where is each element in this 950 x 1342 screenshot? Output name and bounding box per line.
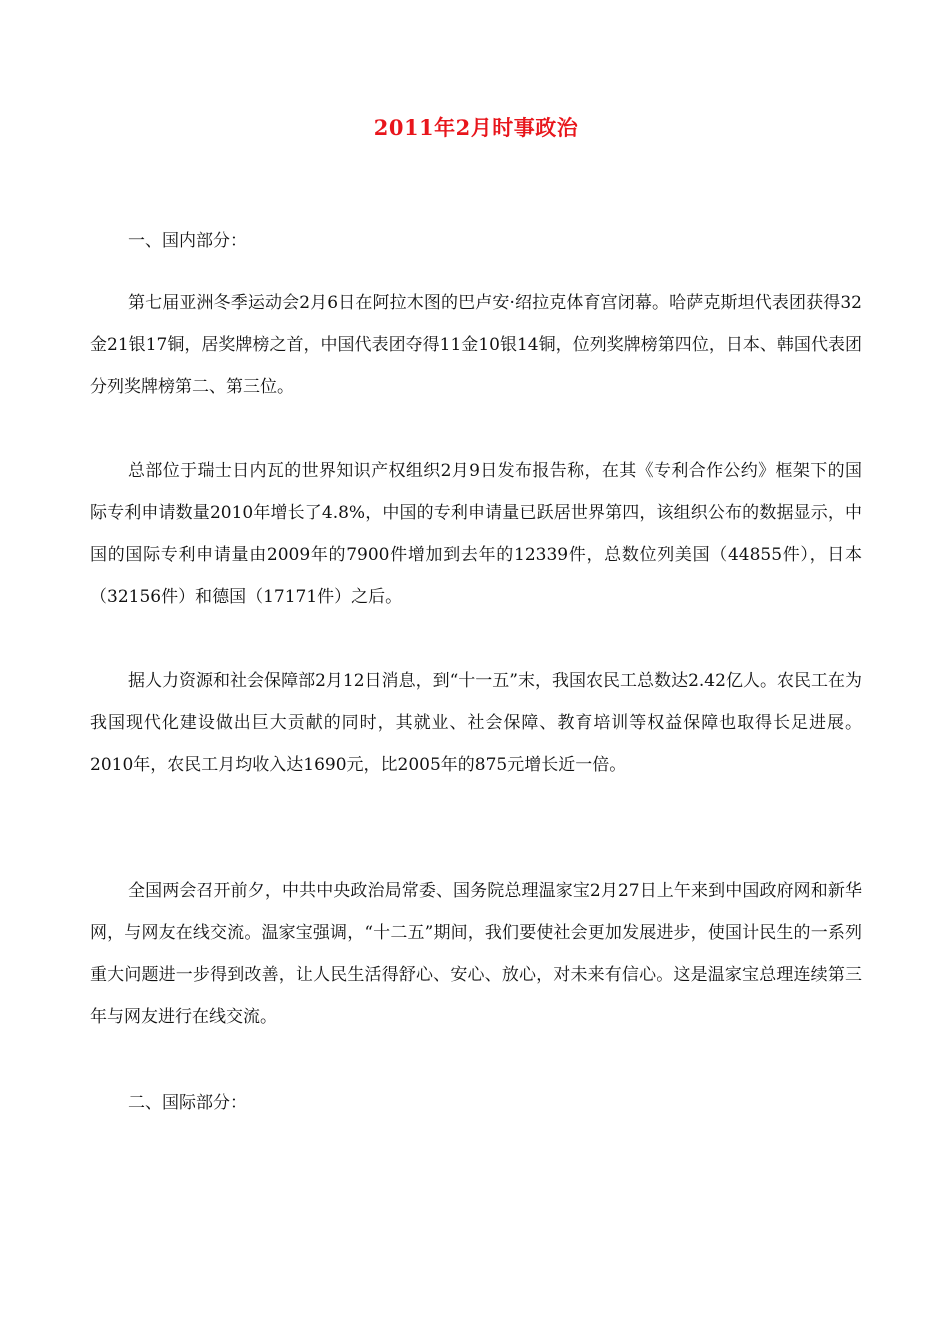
paragraph-migrant-workers: 据人力资源和社会保障部2月12日消息，到“十一五”末，我国农民工总数达2.42亿人。农民工在为我国现代化建设做出巨大贡献的同时，其就业、社会保障、教育培训等权益保障也取得长足进展。2010年，农民工月均收入达1690元，比2005年的875元增长近一倍。 [90, 671, 862, 775]
paragraph-asian-winter-games: 第七届亚洲冬季运动会2月6日在阿拉木图的巴卢安·绍拉克体育宫闭幕。哈萨克斯坦代表团获得32金21银17铜，居奖牌榜之首，中国代表团夺得11金10银14铜，位列奖牌榜第四位，日本、韩国代表团分列奖牌榜第二、第三位。 [90, 293, 862, 397]
section-heading-domestic: 一、国内部分： [128, 231, 247, 251]
paragraph-online-exchange: 全国两会召开前夕，中共中央政治局常委、国务院总理温家宝2月27日上午来到中国政府网和新华网，与网友在线交流。温家宝强调，“十二五”期间，我们要使社会更加发展进步，使国计民生的一系列重大问题进一步得到改善，让人民生活得舒心、安心、放心，对未来有信心。这是温家宝总理连续第三年与网友进行在线交流。 [90, 881, 862, 1027]
document-title: 2011年2月时事政治 [373, 115, 579, 140]
paragraph-patent-report: 总部位于瑞士日内瓦的世界知识产权组织2月9日发布报告称，在其《专利合作公约》框架下的国际专利申请数量2010年增长了4.8%，中国的专利申请量已跃居世界第四，该组织公布的数据显示，中国的国际专利申请量由2009年的7900件增加到去年的12339件，总数位列美国（44855件），日本（32156件）和德国（17171件）之后。 [90, 461, 862, 607]
section-heading-international: 二、国际部分： [128, 1093, 247, 1113]
